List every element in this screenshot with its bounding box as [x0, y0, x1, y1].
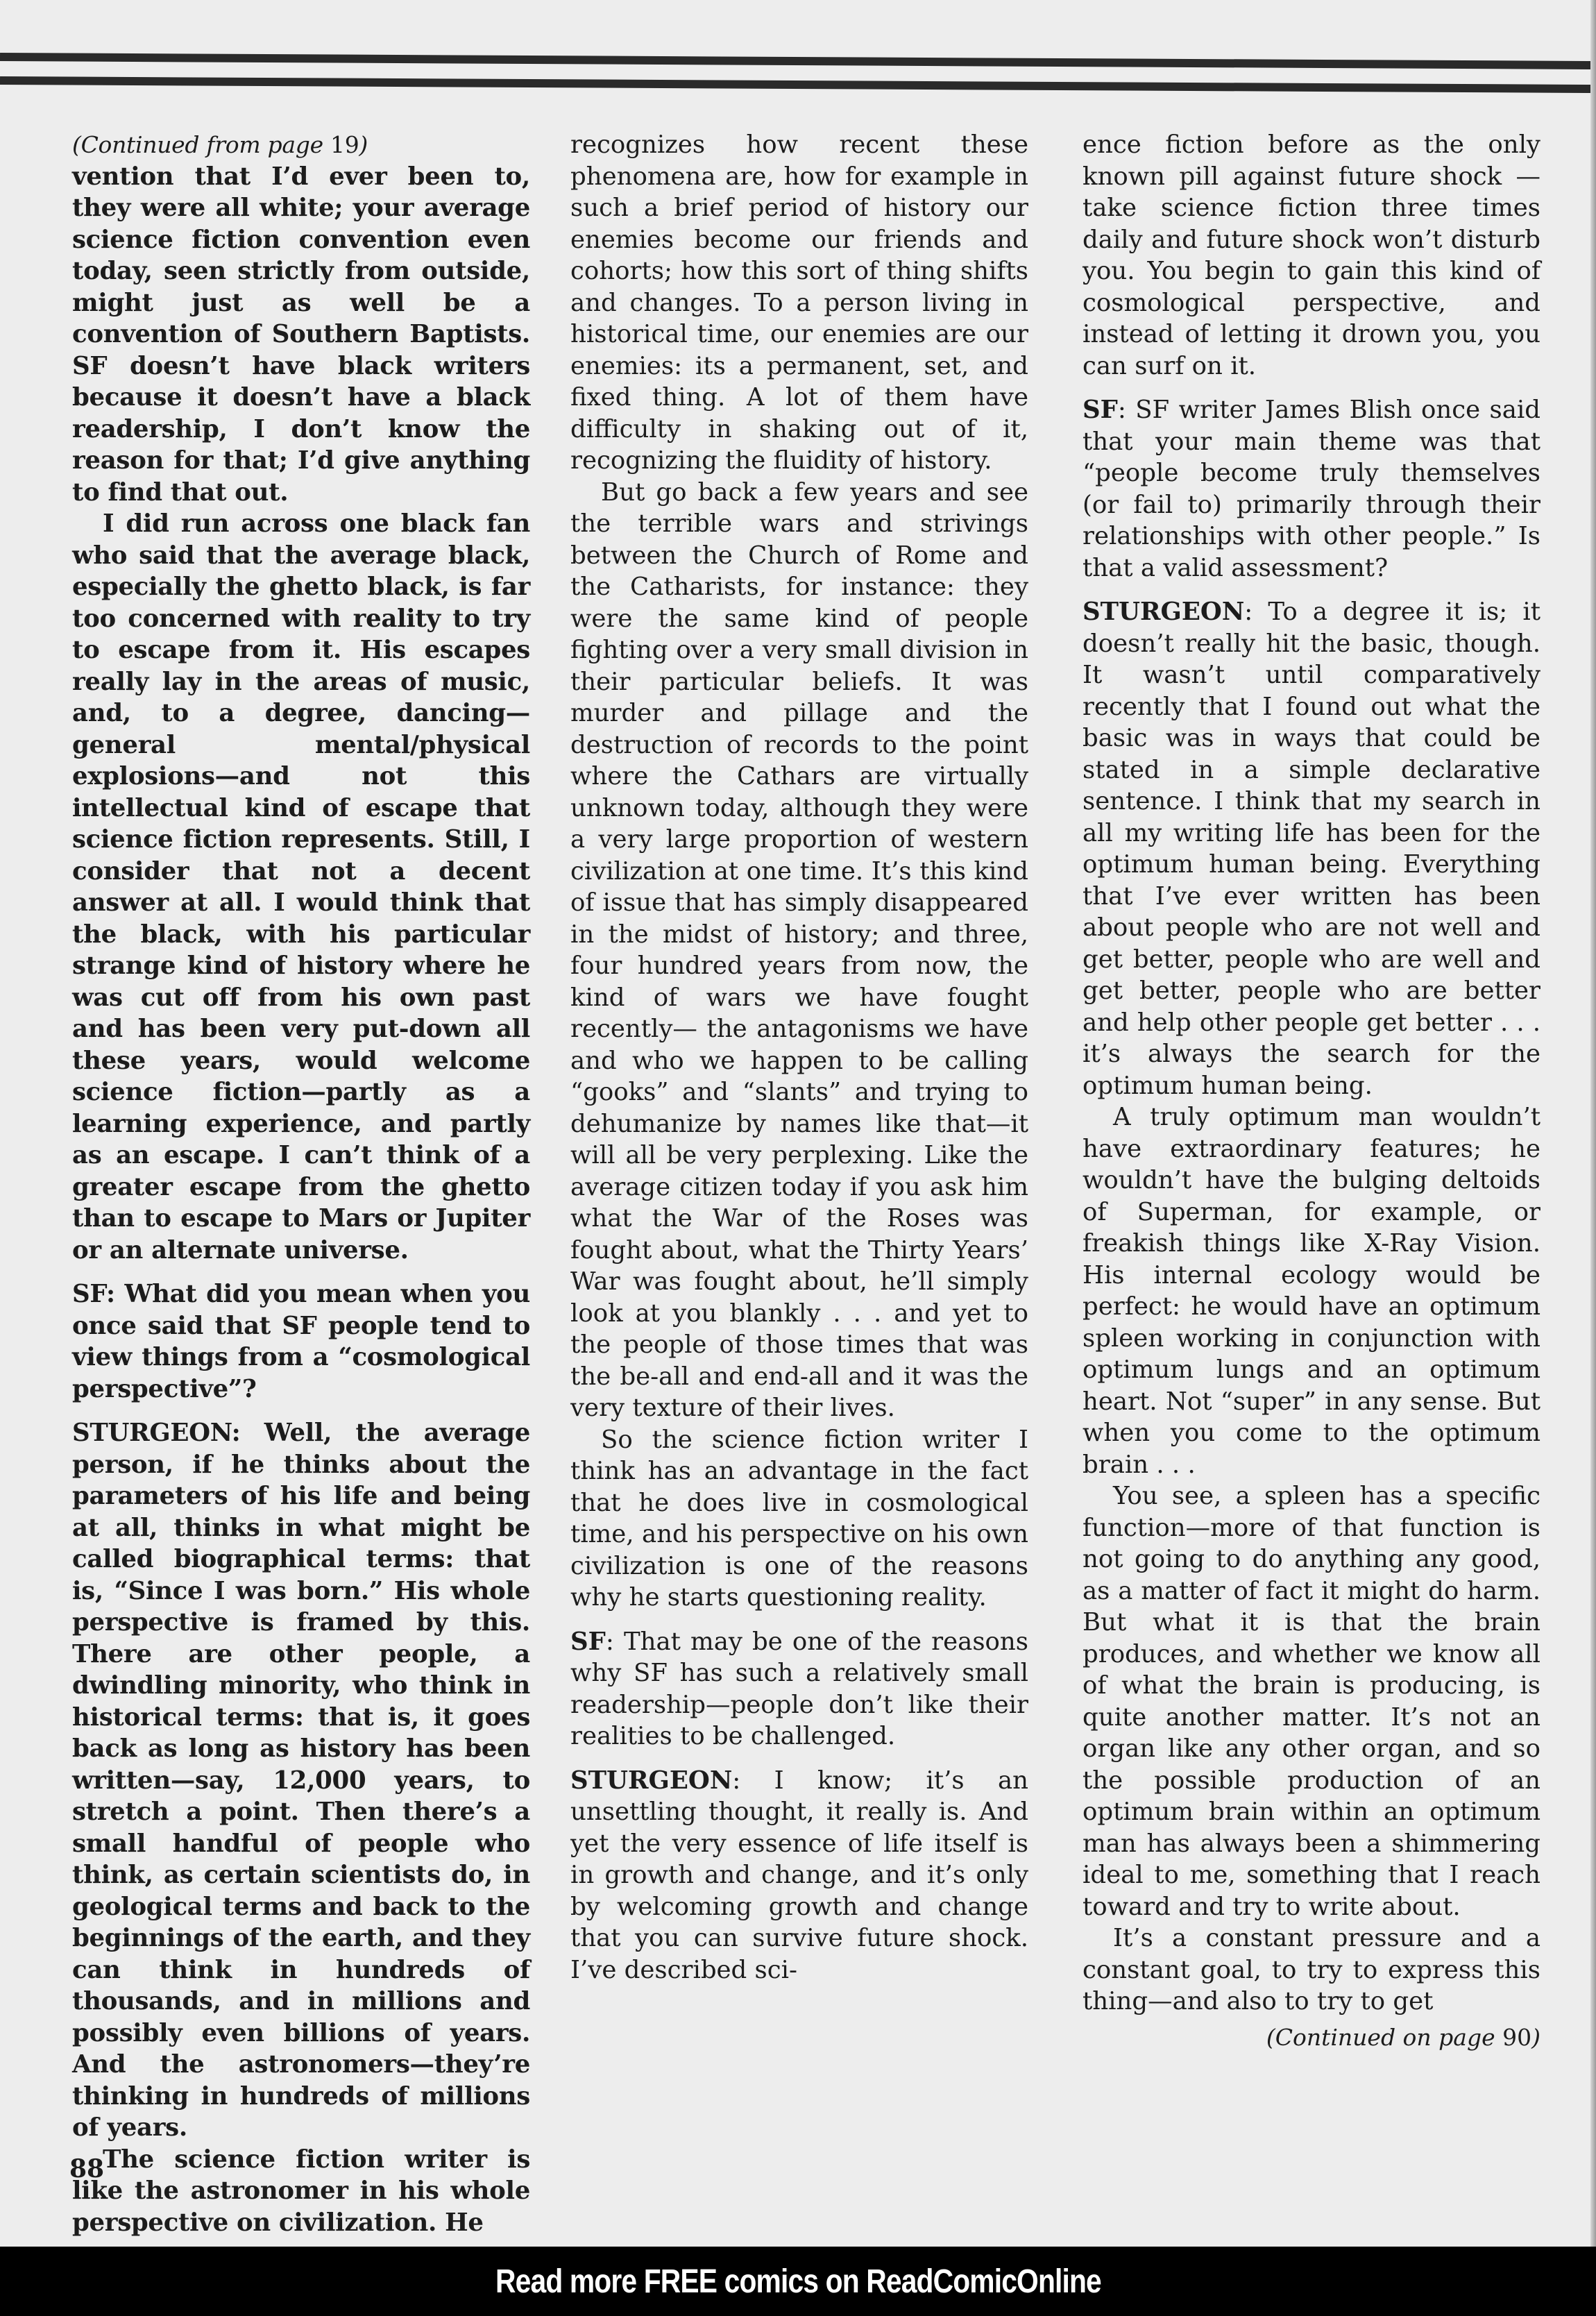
paragraph: [570, 477, 1028, 1424]
answer-paragraph: STURGEON: Well, the average person, if he thinks about the parameters of his life and being at all, thinks in what might be called biographical terms: that is, “Since I was born.” His whole perspective is framed by this. There are other people, a dwindling minority, who think in historical terms: that is, it goes back as long as history has been written—say, 12,000 years, to stretch a point. Then there’s a small handful of people who think, as certain scientists do, in geological terms and back to the beginnings of the earth, and they can think in hundreds of thousands, and in millions and possibly even billions of years. And the astronomers—they’re thinking in hundreds of millions of years.: [72, 1419, 530, 2142]
paragraph-text: Well, the average person, if he thinks about the parameters of his life and being at all, thinks in what might be called biographical terms: that is, “Since I was born.” His whole perspective is framed by this. There are other people, a dwindling minority, who think in historical terms: that is, it goes back as long as history has been written—say, 12,000 years, to stretch a point. Then there’s a small handful of people who think, as certain scientists do, in geological terms and back to the beginnings of the earth, and they can think in hundreds of thousands, and in millions and possibly even billions of years. And the astronomers—they’re thinking in hundreds of millions of years.: [72, 1419, 530, 2142]
header-rule-top: [0, 53, 1596, 69]
answer-paragraph: STURGEON: I know; it’s an unsettling thought, it really is. And yet the very essence of life itself is in growth and change, and it’s only by welcoming growth and change that you can survive future shock. I’ve described sci-: [570, 1766, 1029, 1984]
page-number: 88: [69, 2154, 105, 2183]
paragraph-text: What did you mean when you once said that SF people tend to view things from a “cosmological perspective”?: [72, 1280, 530, 1403]
paragraph: [72, 2144, 530, 2239]
text-column-3: [1083, 129, 1540, 2053]
paragraph-text: It’s a constant pressure and a constant goal, to try to express this thing—and also to try to get: [1083, 1924, 1540, 2015]
continued-on-page: 90: [1502, 2023, 1532, 2051]
paragraph-text: But go back a few years and see the terrible wars and strivings between the Church of Rome and the Catharists, for instance: they were the same kind of people fighting over a very small division in their particular beliefs. It was murder and pillage and the destruction of records to the point where the Cathars are virtually unknown today, although they were a very large proportion of western civilization at one time. It’s this kind of issue that has simply disappeared in the midst of history; and three, four hundred years from now, the kind of wars we have fought recently— the antagonisms we have and who we happen to be calling “gooks” and “slants” and trying to dehumanize by names like that—it will all be very perplexing. Like the average citizen today if you ask him what the War of the Roses was fought about, what the Thirty Years’ War was fought about, he’ll simply look at you blankly . . . and yet to the people of those times that was the be-all and end-all and it was the very texture of their lives.: [570, 477, 1028, 1422]
paragraph: [1083, 1480, 1540, 1922]
paragraph-text: vention that I’d ever been to, they were all white; your average science fiction convention even today, seen strictly from outside, might just as well be a convention of Southern Baptists. SF doesn’t have black writers because it doesn’t have a black readership, I don’t know the reason for that; I’d give anything to find that out.: [72, 162, 530, 507]
question-paragraph: SF: What did you mean when you once said that SF people tend to view things from a “cosmological perspective”?: [72, 1280, 530, 1403]
paragraph-text: The science fiction writer is like the astronomer in his whole perspective on civilization. He: [72, 2145, 530, 2237]
paragraph-text: A truly optimum man wouldn’t have extraordinary features; he wouldn’t have the bulging deltoids of Superman, for example, or freakish things like X-Ray Vision. His internal ecology would be perfect: he would have an optimum spleen working in conjunction with optimum lungs and an optimum heart. Not “super” in any sense. But when you come to the optimum brain . . .: [1083, 1103, 1540, 1479]
paragraph-text: ence fiction before as the only known pill against future shock —take science fiction three times daily and future shock won’t disturb you. You begin to gain this kind of cosmological perspective, and instead of letting it drown you, you can surf on it.: [1083, 130, 1540, 380]
paragraph: [72, 161, 530, 509]
text-column-2: [570, 129, 1028, 1986]
speaker-label: SF: [1083, 396, 1118, 424]
question-paragraph: SF: SF writer James Blish once said that your main theme was that “people become truly themselves (or fail to) primarily through their relationships with other people.” Is that a valid assessment?: [1083, 396, 1540, 582]
continued-from-note: (Continued from page 19): [72, 131, 368, 158]
text-column-1: [72, 129, 530, 2238]
paragraph-text: I did run across one black fan who said that the average black, especially the ghetto black, is far too concerned with reality to try to escape from it. His escapes really lay in the areas of music, and, to a degree, dancing—general mental/physical explosions—and not this intellectual kind of escape that science fiction represents. Still, I consider that not a decent answer at all. I would think that the black, with his particular strange kind of history where he was cut off from his own past and has been very put-down all these years, would welcome science fiction—partly as a learning experience, and partly as an escape. I can’t think of a greater escape from the ghetto than to escape to Mars or Jupiter or an alternate universe.: [72, 509, 530, 1265]
speaker-label: SF: [570, 1627, 606, 1656]
paragraph-text: recognizes how recent these phenomena are, how for example in such a brief period of history our enemies become our friends and cohorts; how this sort of thing shifts and changes. To a person living in historical time, our enemies are our enemies: its a permanent, set, and fixed thing. A lot of them have difficulty in shaking out of it, recognizing the fluidity of history.: [570, 130, 1028, 475]
paragraph-text: You see, a spleen has a specific function—more of that function is not going to do anything any good, as a matter of fact it might do harm. But what it is that the brain produces, and whether we know all of what the brain is producing, is quite another matter. It’s not an organ like any other organ, and so the possible production of an optimum brain within an optimum man has always been a shimmering ideal to me, something that I reach toward and try to write about.: [1083, 1482, 1540, 1921]
continued-on-label: Continued on page: [1275, 2023, 1495, 2051]
promo-banner-text[interactable]: Read more FREE comics on ReadComicOnline: [495, 2263, 1101, 2300]
speaker-label: STURGEON: [570, 1766, 733, 1795]
speaker-label: STURGEON: [72, 1419, 232, 1447]
answer-paragraph: STURGEON: To a degree it is; it doesn’t really hit the basic, though. It wasn’t until comparatively recently that I found out what the basic was in ways that could be stated in a simple declarative sentence. I think that my search in all my writing life has been for the optimum human being. Everything that I’ve ever written has been about people who are not well and get better, people who are well and get better, people who are better and help other people get better . . . it’s always the search for the optimum human being.: [1083, 598, 1541, 1100]
speaker-label: SF: [72, 1280, 106, 1308]
continued-from-page: 19: [330, 131, 359, 158]
continued-on-note: (Continued on page 90): [1266, 2023, 1540, 2051]
paragraph: [1083, 1101, 1540, 1480]
promo-banner[interactable]: [0, 2247, 1596, 2316]
paragraph: [1083, 129, 1540, 382]
page-edge-shadow: [1590, 0, 1596, 2247]
paragraph-text: That may be one of the reasons why SF has such a relatively small readership—people don’t like their realities to be challenged.: [570, 1627, 1028, 1750]
paragraph: [1083, 1922, 1540, 2018]
question-paragraph: SF: That may be one of the reasons why SF has such a relatively small readership—people don’t like their realities to be challenged.: [570, 1627, 1028, 1750]
paragraph: [72, 508, 530, 1266]
speaker-label: STURGEON: [1083, 598, 1245, 626]
paragraph-text: So the science fiction writer I think has an advantage in the fact that he does live in cosmological time, and his perspective on his own civilization is one of the reasons why he starts questioning reality.: [570, 1425, 1028, 1612]
paragraph-text: I know; it’s an unsettling thought, it really is. And yet the very essence of life itself is in growth and change, and it’s only by welcoming growth and change that you can survive future shock. I’ve described sci-: [570, 1766, 1029, 1984]
paragraph-text: SF writer James Blish once said that your main theme was that “people become truly themselves (or fail to) primarily through their relationships with other people.” Is that a valid assessment?: [1083, 396, 1540, 582]
paragraph-text: To a degree it is; it doesn’t really hit the basic, though. It wasn’t until comparatively recently that I found out what the basic was in ways that could be stated in a simple declarative sentence. I think that my search in all my writing life has been for the optimum human being. Everything that I’ve ever written has been about people who are not well and get better, people who are well and get better, people who are better and help other people get better . . . it’s always the search for the optimum human being.: [1083, 598, 1541, 1100]
continued-from-label: Continued from page: [80, 131, 323, 158]
header-rule-bottom: [0, 76, 1596, 93]
paragraph: [570, 1424, 1028, 1614]
paragraph: [570, 129, 1028, 477]
